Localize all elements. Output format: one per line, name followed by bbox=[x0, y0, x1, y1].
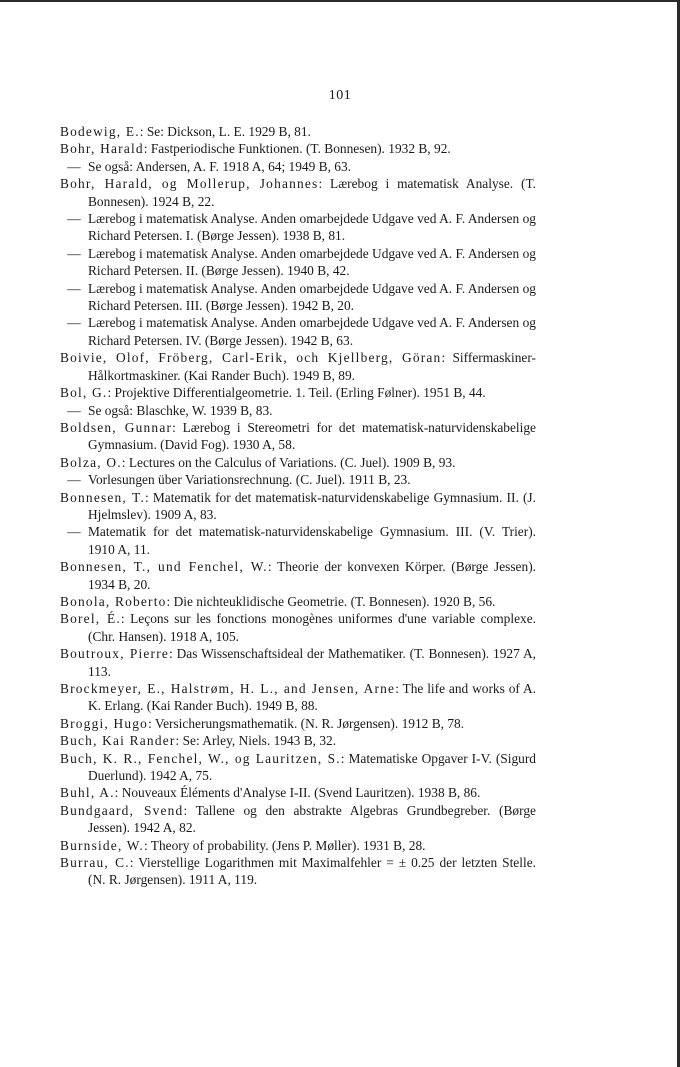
bibliography-list bbox=[60, 123, 536, 889]
entry-text: : Fastperiodische Funktionen. (T. Bonnesen). 1932 B, 92. bbox=[143, 141, 451, 157]
bibliography-entry bbox=[60, 140, 536, 157]
entry-text: : Lærebog i Stereometri for det matematisk-naturvidenskabelige Gymnasium. (David Fog). 1930 A, 58. bbox=[88, 419, 537, 453]
entry-author: Buhl, A. bbox=[60, 785, 115, 801]
sub-entry bbox=[60, 523, 536, 558]
entry-text: Lærebog i matematisk Analyse. Anden omarbejdede Udgave ved A. F. Andersen og Richard Petersen. II. (Børge Jessen). 1940 B, 42. bbox=[88, 245, 536, 279]
sub-entry bbox=[60, 314, 536, 349]
entry-author: Buch, Kai Rander bbox=[60, 733, 176, 749]
bibliography-entry bbox=[60, 645, 536, 680]
bibliography-entry bbox=[60, 680, 536, 715]
entry-text: : Das Wissenschaftsideal der Mathematiker. (T. Bonnesen). 1927 A, 113. bbox=[88, 646, 536, 679]
sub-entry bbox=[60, 245, 536, 280]
continuation-dash: — bbox=[67, 472, 81, 488]
bibliography-entry bbox=[60, 610, 536, 645]
bibliography-entry bbox=[60, 715, 536, 732]
sub-entry bbox=[60, 210, 536, 245]
entry-author: Bonnesen, T., und Fenchel, W. bbox=[60, 559, 268, 575]
entry-text: : Se: Arley, Niels. 1943 B, 32. bbox=[175, 733, 337, 749]
entry-text: : Nouveaux Éléments d'Analyse I-II. (Svend Lauritzen). 1938 B, 86. bbox=[114, 785, 481, 801]
entry-text: : Die nichteuklidische Geometrie. (T. Bonnesen). 1920 B, 56. bbox=[166, 593, 496, 609]
entry-author: Buch, K. R., Fenchel, W., og Lauritzen, S. bbox=[60, 750, 341, 766]
entry-author: Borel, É. bbox=[60, 611, 121, 627]
sub-entry bbox=[60, 280, 536, 315]
bibliography-entry bbox=[60, 349, 536, 384]
entry-text: Vorlesungen über Variationsrechnung. (C. Juel). 1911 B, 23. bbox=[88, 472, 411, 488]
bibliography-entry bbox=[60, 593, 536, 610]
bibliography-entry bbox=[60, 419, 536, 454]
entry-author: Bol, G. bbox=[60, 385, 108, 401]
continuation-dash: — bbox=[67, 402, 81, 418]
entry-text: : Siffermaskiner-Hålkortmaskiner. (Kai Rander Buch). 1949 B, 89. bbox=[88, 350, 536, 383]
entry-text: : Vierstellige Logarithmen mit Maximalfehler = ± 0.25 der letzten Stelle. (N. R. Jørgensen). 1911 A, 119. bbox=[88, 855, 536, 888]
entry-text: : Lærebog i matematisk Analyse. (T. Bonnesen). 1924 B, 22. bbox=[88, 176, 536, 209]
entry-author: Brockmeyer, E., Halstrøm, H. L., and Jensen, Arne bbox=[60, 681, 396, 696]
sub-entry bbox=[60, 471, 536, 488]
page-number: 101 bbox=[328, 88, 352, 103]
entry-author: Bohr, Harald bbox=[60, 141, 144, 157]
bibliography-entry bbox=[60, 732, 536, 749]
entry-text: Lærebog i matematisk Analyse. Anden omarbejdede Udgave ved A. F. Andersen og Richard Petersen. I. (Børge Jessen). 1938 B, 81. bbox=[88, 211, 536, 244]
continuation-dash: — bbox=[67, 315, 81, 331]
sub-entry bbox=[60, 402, 536, 419]
bibliography-entry bbox=[60, 384, 536, 401]
bibliography-entry bbox=[60, 489, 536, 524]
entry-text: : Versicherungsmathematik. (N. R. Jørgensen). 1912 B, 78. bbox=[148, 715, 465, 731]
entry-text: : Theorie der konvexen Körper. (Børge Jessen). 1934 B, 20. bbox=[88, 559, 536, 592]
entry-text: : Se: Dickson, L. E. 1929 B, 81. bbox=[139, 124, 311, 139]
entry-author: Bonola, Roberto bbox=[60, 593, 167, 609]
entry-text: Matematik for det matematisk-naturvidenskabelige Gymnasium. III. (V. Trier). 1910 A, 11. bbox=[88, 524, 536, 557]
scan-edge-top bbox=[0, 0, 680, 2]
bibliography-entry bbox=[60, 454, 536, 471]
continuation-dash: — bbox=[67, 524, 81, 540]
bibliography-entry bbox=[60, 558, 536, 593]
entry-author: Boutroux, Pierre bbox=[60, 646, 169, 662]
entry-author: Burrau, C. bbox=[60, 855, 130, 871]
entry-text: : Projektive Differentialgeometrie. 1. Teil. (Erling Følner). 1951 B, 44. bbox=[107, 385, 486, 401]
sub-entry bbox=[60, 158, 536, 175]
entry-author: Bundgaard, Svend bbox=[60, 802, 184, 818]
entry-author: Burnside, W. bbox=[60, 837, 144, 853]
bibliography-entry bbox=[60, 837, 536, 854]
continuation-dash: — bbox=[67, 158, 81, 174]
entry-author: Bolza, O. bbox=[60, 454, 122, 470]
entry-text: : Leçons sur les fonctions monogènes uniformes d'une variable complexe. (Chr. Hansen). 1918 A, 105. bbox=[88, 611, 537, 644]
entry-text: Lærebog i matematisk Analyse. Anden omarbejdede Udgave ved A. F. Andersen og Richard Petersen. IV. (Børge Jessen). 1942 B, 63. bbox=[88, 315, 536, 348]
continuation-dash: — bbox=[67, 280, 81, 296]
entry-author: Bodewig, E. bbox=[60, 124, 140, 139]
bibliography-entry bbox=[60, 802, 536, 837]
bibliography-entry bbox=[60, 750, 536, 785]
entry-text: Se også: Andersen, A. F. 1918 A, 64; 1949 B, 63. bbox=[88, 158, 352, 174]
entry-text: Lærebog i matematisk Analyse. Anden omarbejdede Udgave ved A. F. Andersen og Richard Petersen. III. (Børge Jessen). 1942 B, 20. bbox=[88, 280, 536, 314]
entry-text: : The life and works of A. K. Erlang. (Kai Rander Buch). 1949 B, 88. bbox=[88, 681, 536, 714]
entry-text: : Tallene og den abstrakte Algebras Grundbegreber. (Børge Jessen). 1942 A, 82. bbox=[88, 802, 536, 836]
continuation-dash: — bbox=[67, 245, 81, 261]
entry-text: : Matematik for det matematisk-naturvidenskabelige Gymnasium. II. (J. Hjelmslev). 1909 A, 83. bbox=[88, 489, 536, 522]
entry-text: : Theory of probability. (Jens P. Møller). 1931 B, 28. bbox=[143, 837, 426, 853]
bibliography-entry bbox=[60, 784, 536, 801]
bibliography-entry bbox=[60, 175, 536, 210]
entry-author: Bohr, Harald, og Mollerup, Johannes bbox=[60, 176, 319, 192]
entry-author: Broggi, Hugo bbox=[60, 715, 149, 731]
bibliography-entry bbox=[60, 123, 536, 140]
bibliography-entry bbox=[60, 854, 536, 889]
entry-author: Boldsen, Gunnar bbox=[60, 419, 173, 435]
entry-text: : Matematiske Opgaver I-V. (Sigurd Duerlund). 1942 A, 75. bbox=[88, 750, 536, 784]
entry-text: Se også: Blaschke, W. 1939 B, 83. bbox=[88, 402, 273, 418]
entry-author: Bonnesen, T. bbox=[60, 489, 146, 505]
continuation-dash: — bbox=[67, 211, 81, 227]
entry-text: : Lectures on the Calculus of Variations. (C. Juel). 1909 B, 93. bbox=[121, 454, 456, 470]
entry-author: Boivie, Olof, Fröberg, Carl-Erik, och Kjellberg, Göran bbox=[60, 350, 442, 366]
